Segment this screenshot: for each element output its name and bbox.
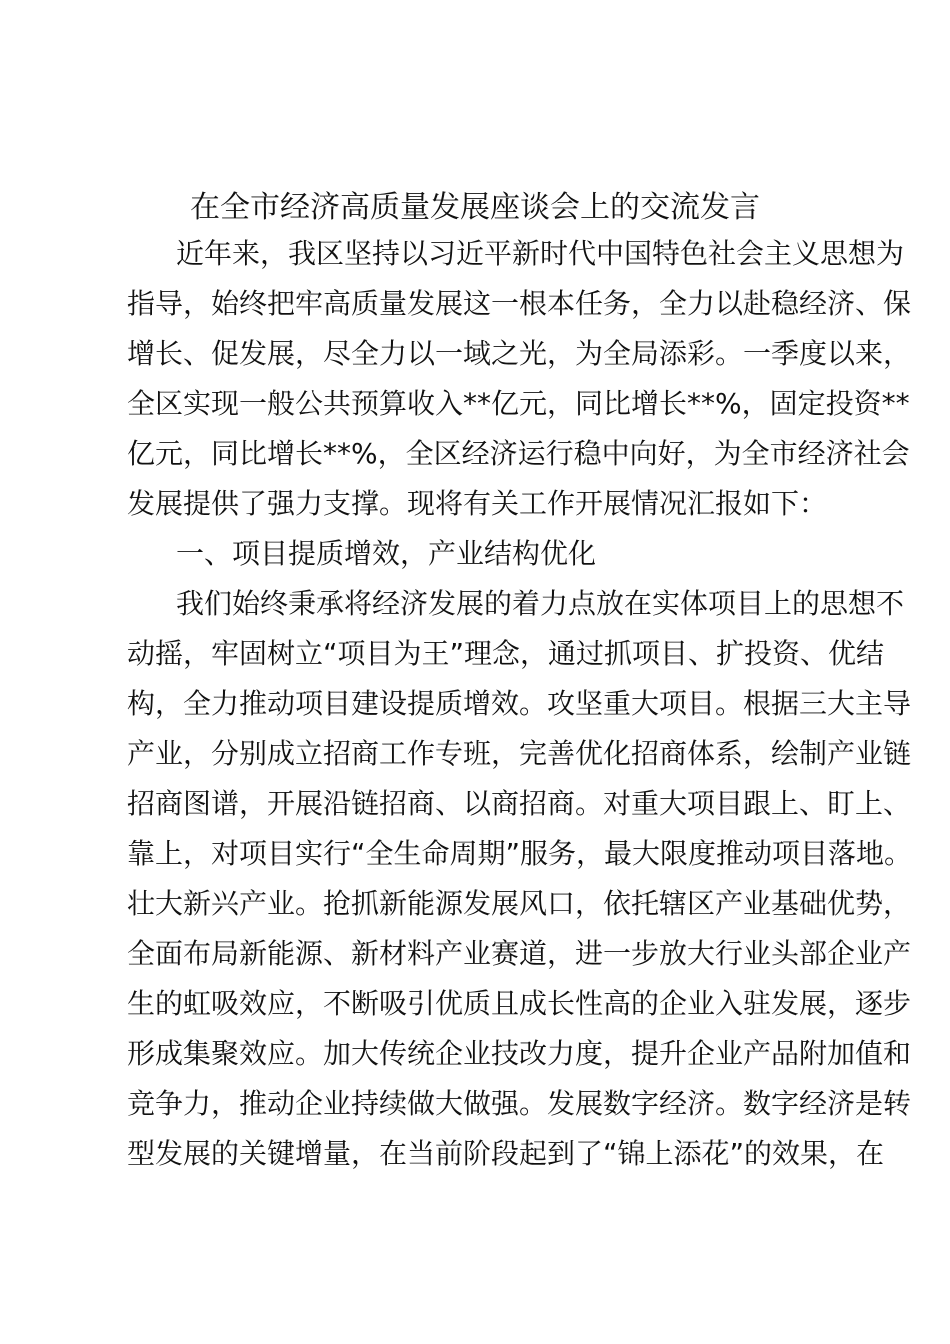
section-heading: 一、项目提质增效，产业结构优化 (176, 537, 597, 570)
paragraph-line: 全区实现一般公共预算收入**亿元，同比增长**%，固定投资** (127, 387, 910, 420)
paragraph-line: 竞争力，推动企业持续做大做强。发展数字经济。数字经济是转 (127, 1087, 912, 1120)
paragraph-line: 生的虹吸效应，不断吸引优质且成长性高的企业入驻发展，逐步 (127, 987, 912, 1020)
paragraph-line: 型发展的关键增量，在当前阶段起到了“锦上添花”的效果，在 (127, 1137, 885, 1170)
document-title: 在全市经济高质量发展座谈会上的交流发言 (190, 190, 760, 225)
paragraph-line: 亿元，同比增长**%，全区经济运行稳中向好，为全市经济社会 (127, 437, 910, 470)
paragraph-line: 近年来，我区坚持以习近平新时代中国特色社会主义思想为 (176, 237, 905, 270)
paragraph-line: 壮大新兴产业。抢抓新能源发展风口，依托辖区产业基础优势， (127, 887, 912, 920)
paragraph-line: 靠上，对项目实行“全生命周期”服务，最大限度推动项目落地。 (127, 837, 913, 870)
paragraph-line: 产业，分别成立招商工作专班，完善优化招商体系，绘制产业链 (127, 737, 912, 770)
paragraph-line: 动摇，牢固树立“项目为王”理念，通过抓项目、扩投资、优结 (127, 637, 885, 670)
paragraph-line: 全面布局新能源、新材料产业赛道，进一步放大行业头部企业产 (127, 937, 912, 970)
paragraph-line: 招商图谱，开展沿链招商、以商招商。对重大项目跟上、盯上、 (127, 787, 912, 820)
paragraph-line: 形成集聚效应。加大传统企业技改力度，提升企业产品附加值和 (127, 1037, 912, 1070)
paragraph-line: 我们始终秉承将经济发展的着力点放在实体项目上的思想不 (176, 587, 905, 620)
paragraph-line: 构，全力推动项目建设提质增效。攻坚重大项目。根据三大主导 (127, 687, 912, 720)
paragraph-line: 增长、促发展，尽全力以一域之光，为全局添彩。一季度以来， (127, 337, 912, 370)
paragraph-line: 指导，始终把牢高质量发展这一根本任务，全力以赴稳经济、保 (127, 287, 912, 320)
paragraph-line: 发展提供了强力支撑。现将有关工作开展情况汇报如下： (127, 487, 828, 520)
